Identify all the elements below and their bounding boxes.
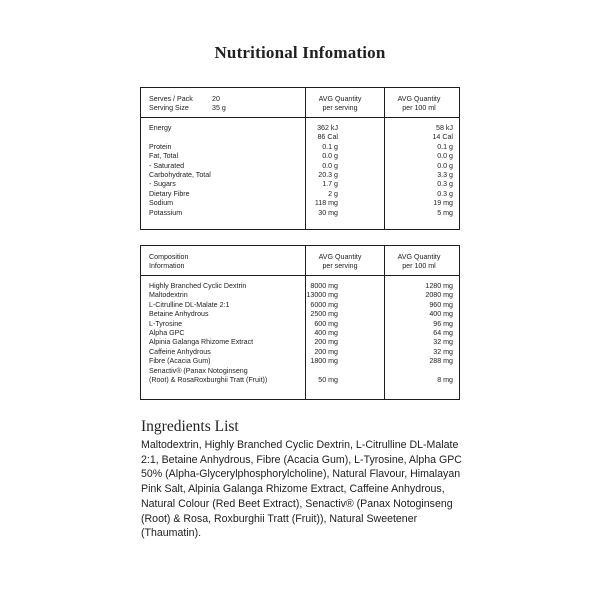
row-label: - Saturated (149, 161, 185, 170)
row-value-serving: 200 mg (314, 347, 338, 356)
table-row (141, 367, 459, 376)
row-value-100ml: 8 mg (437, 375, 453, 384)
table-row (141, 282, 459, 291)
row-label: Senactiv® (Panax Notoginseng (149, 366, 248, 375)
table-row (141, 357, 459, 366)
row-label: Alpinia Galanga Rhizome Extract (149, 338, 254, 347)
table-row (141, 376, 459, 385)
row-value-100ml: 0.3 g (437, 180, 453, 189)
information-label: Information (149, 262, 185, 270)
row-value-serving: 0.1 g (322, 142, 338, 151)
row-value-serving: 1800 mg (310, 357, 338, 366)
row-label: Sodium (149, 199, 174, 208)
table-row (141, 133, 459, 142)
table-row (141, 180, 459, 189)
col-a-header: AVG Quantity (318, 95, 362, 103)
table-row (141, 348, 459, 357)
table-row (141, 301, 459, 310)
col-a-subheader: per serving (322, 104, 358, 112)
table-row (141, 162, 459, 171)
composition-label: Composition (149, 253, 189, 261)
row-value-serving: 20.3 g (318, 170, 338, 179)
row-value-serving: 200 mg (314, 338, 338, 347)
row-value-serving: 13000 mg (306, 291, 338, 300)
serves-label: Serves / Pack (149, 95, 193, 103)
header-divider (141, 275, 459, 276)
row-value-100ml: 0.0 g (437, 161, 453, 170)
row-value-serving: 118 mg (314, 199, 338, 208)
ingredients-title: Ingredients List (141, 418, 239, 435)
col-a-subheader: per serving (322, 262, 358, 270)
nutrition-rows (141, 124, 459, 218)
row-value-100ml: 0.0 g (437, 152, 453, 161)
composition-table (140, 245, 460, 400)
row-label: Maltodextrin (149, 291, 188, 300)
table-row (141, 171, 459, 180)
row-label: L-Citrulline DL-Malate 2:1 (149, 300, 230, 309)
ingredients-text: Maltodextrin, Highly Branched Cyclic Dextrin, L-Citrulline DL-Malate 2:1, Betaine Anhydrous, Fibre (Acacia Gum), L-Tyrosine, Alpha GPC 50% (Alpha-Glycerylphosphorylcholine), Natural Flavour, Himalayan Pink Salt, Alpinia Galanga Rhizome Extract, Caffeine Anhydrous, Natural Colour (Red Beet Extract), Senactiv® (Panax Notoginseng (Root) & Rosa, Roxburghii Tratt (Fruit)), Natural Sweetener (Thaumatin). (141, 439, 462, 540)
row-value-100ml: 64 mg (433, 328, 453, 337)
table-row (141, 329, 459, 338)
row-label: (Root) & RosaRoxburghii Tratt (Fruit)) (149, 375, 268, 384)
row-value-100ml: 32 mg (433, 338, 453, 347)
row-value-100ml: 32 mg (433, 347, 453, 356)
row-label: L-Tyrosine (149, 319, 183, 328)
table-row (141, 124, 459, 133)
row-value-serving: 30 mg (318, 208, 338, 217)
row-value-100ml: 1280 mg (425, 282, 453, 290)
row-value-serving: 600 mg (314, 319, 338, 328)
page-title: Nutritional Infomation (214, 43, 386, 62)
row-label: Potassium (149, 208, 183, 217)
table-row (141, 320, 459, 329)
col-b-subheader: per 100 ml (402, 104, 436, 112)
row-label: Highly Branched Cyclic Dextrin (149, 282, 247, 290)
serving-size-value: 35 g (212, 104, 226, 112)
row-value-serving: 50 mg (318, 375, 338, 384)
table-row (141, 209, 459, 218)
row-value-100ml: 0.1 g (437, 142, 453, 151)
row-value-serving: 2500 mg (310, 310, 338, 319)
serving-size-label: Serving Size (149, 104, 189, 112)
table-row (141, 143, 459, 152)
col-b-header: AVG Quantity (397, 95, 441, 103)
row-label: Caffeine Anhydrous (149, 347, 211, 356)
composition-rows (141, 282, 459, 385)
col-b-subheader: per 100 ml (402, 262, 436, 270)
row-value-100ml: 400 mg (429, 310, 453, 319)
row-value-serving: 86 Cal (317, 133, 338, 142)
col-a-header: AVG Quantity (318, 253, 362, 261)
row-value-100ml: 2080 mg (425, 291, 453, 300)
table-row (141, 199, 459, 208)
header-divider (141, 117, 459, 118)
table-row (141, 310, 459, 319)
col-b-header: AVG Quantity (397, 253, 441, 261)
row-value-100ml: 19 mg (433, 199, 453, 208)
row-label: Carbohydrate, Total (149, 170, 211, 179)
row-value-serving: 2 g (328, 189, 338, 198)
row-value-100ml: 5 mg (437, 208, 453, 217)
row-value-100ml: 96 mg (433, 319, 453, 328)
table-row (141, 190, 459, 199)
row-label: - Sugars (149, 180, 176, 189)
row-value-serving: 0.0 g (322, 161, 338, 170)
row-value-100ml: 3.3 g (437, 170, 453, 179)
table-row (141, 152, 459, 161)
row-label: Protein (149, 142, 172, 151)
row-label: Betaine Anhydrous (149, 310, 209, 319)
row-label: Energy (149, 124, 172, 132)
row-label: Dietary Fibre (149, 189, 190, 198)
row-value-100ml: 960 mg (429, 300, 453, 309)
serves-value: 20 (212, 95, 220, 103)
table-row (141, 291, 459, 300)
row-value-serving: 1.7 g (322, 180, 338, 189)
row-label: Fat, Total (149, 152, 179, 161)
row-value-serving: 0.0 g (322, 152, 338, 161)
row-value-100ml: 0.3 g (437, 189, 453, 198)
row-value-serving: 362 kJ (317, 124, 338, 132)
row-label: Alpha GPC (149, 328, 185, 337)
row-value-serving: 400 mg (314, 328, 338, 337)
row-value-100ml: 14 Cal (432, 133, 453, 142)
row-value-serving: 8000 mg (310, 282, 338, 290)
row-label: Fibre (Acacia Gum) (149, 357, 211, 366)
row-value-serving: 6000 mg (310, 300, 338, 309)
nutrition-table (140, 87, 460, 230)
table-row (141, 338, 459, 347)
row-value-100ml: 58 kJ (436, 124, 453, 132)
row-value-100ml: 288 mg (429, 357, 453, 366)
